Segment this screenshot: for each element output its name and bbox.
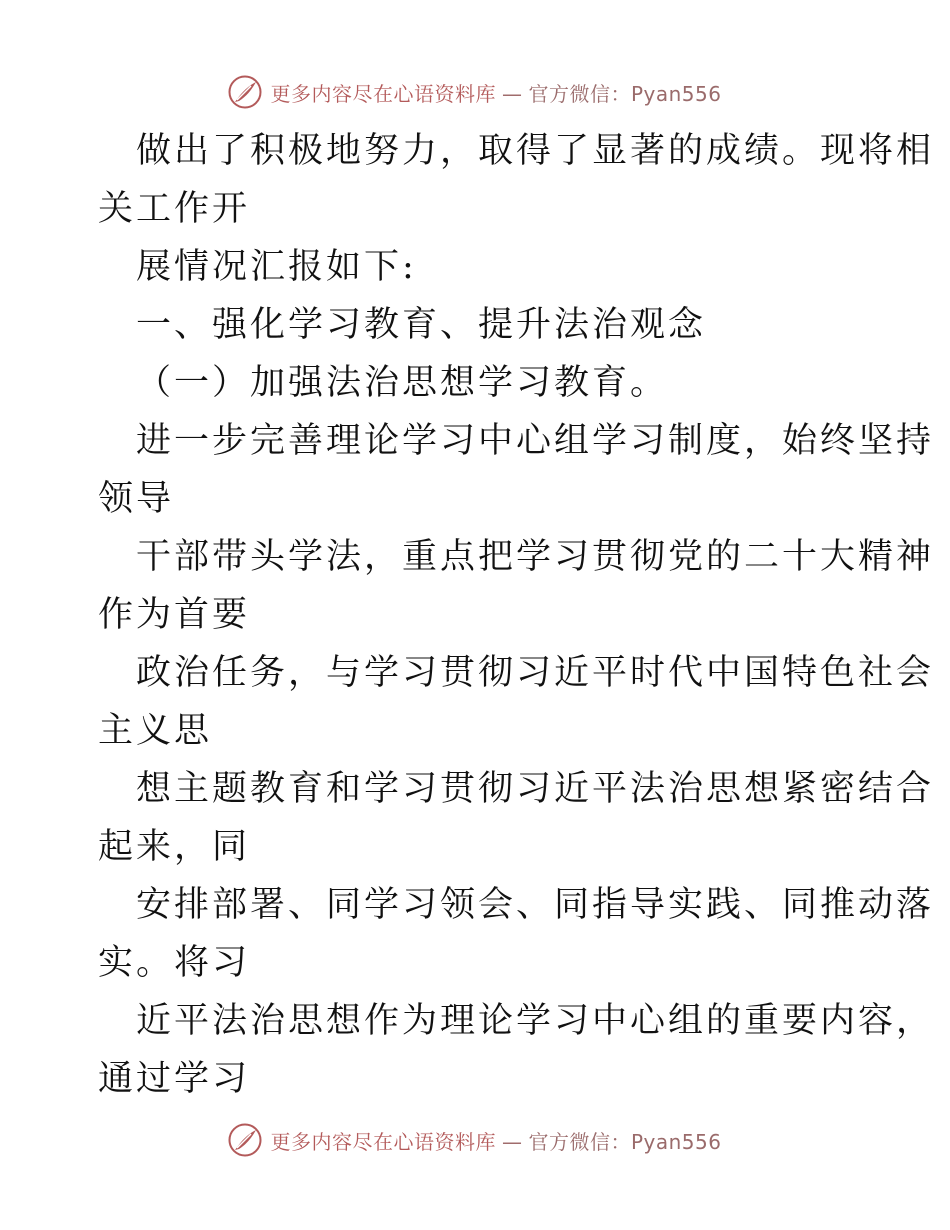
watermark-main: 更多内容尽在心语资料库 — [270, 81, 496, 106]
text-line: 干部带头学法，重点把学习贯彻党的二十大精神 — [136, 537, 935, 577]
text-line: 政治任务，与学习贯彻习近平时代中国特色社会 — [136, 653, 935, 693]
text-line: 主义思 — [98, 711, 213, 751]
text-line: 起来，同 — [98, 827, 251, 867]
watermark-main: 更多内容尽在心语资料库 — [270, 1129, 496, 1154]
text-line: 想主题教育和学习贯彻习近平法治思想紧密结合 — [136, 769, 935, 809]
watermark-wechat: 官方微信：Pyan556 — [528, 81, 722, 106]
feather-pen-icon — [228, 75, 262, 109]
watermark-wechat: 官方微信：Pyan556 — [528, 1129, 722, 1154]
text-line: 安排部署、同学习领会、同指导实践、同推动落 — [136, 885, 935, 925]
text-line: 关工作开 — [98, 189, 251, 229]
feather-pen-icon — [228, 1123, 262, 1157]
text-line: 做出了积极地努力，取得了显著的成绩。现将相 — [136, 131, 935, 171]
watermark-text — [270, 78, 721, 107]
watermark-text — [270, 1126, 721, 1155]
section-heading: 一、强化学习教育、提升法治观念 — [136, 305, 707, 345]
text-line: 通过学习 — [98, 1059, 251, 1099]
text-line: 展情况汇报如下: — [136, 247, 417, 287]
text-line: 近平法治思想作为理论学习中心组的重要内容， — [136, 1001, 935, 1041]
watermark-header — [0, 72, 950, 112]
watermark-dash: — — [501, 81, 523, 106]
subsection-heading: （一）加强法治思想学习教育。 — [136, 363, 669, 403]
text-line: 实。将习 — [98, 943, 251, 983]
text-line: 进一步完善理论学习中心组学习制度，始终坚持 — [136, 421, 935, 461]
text-line: 领导 — [98, 479, 175, 519]
document-body — [98, 122, 935, 1108]
watermark-footer — [0, 1120, 950, 1160]
watermark-dash: — — [501, 1129, 523, 1154]
text-line: 作为首要 — [98, 595, 251, 635]
